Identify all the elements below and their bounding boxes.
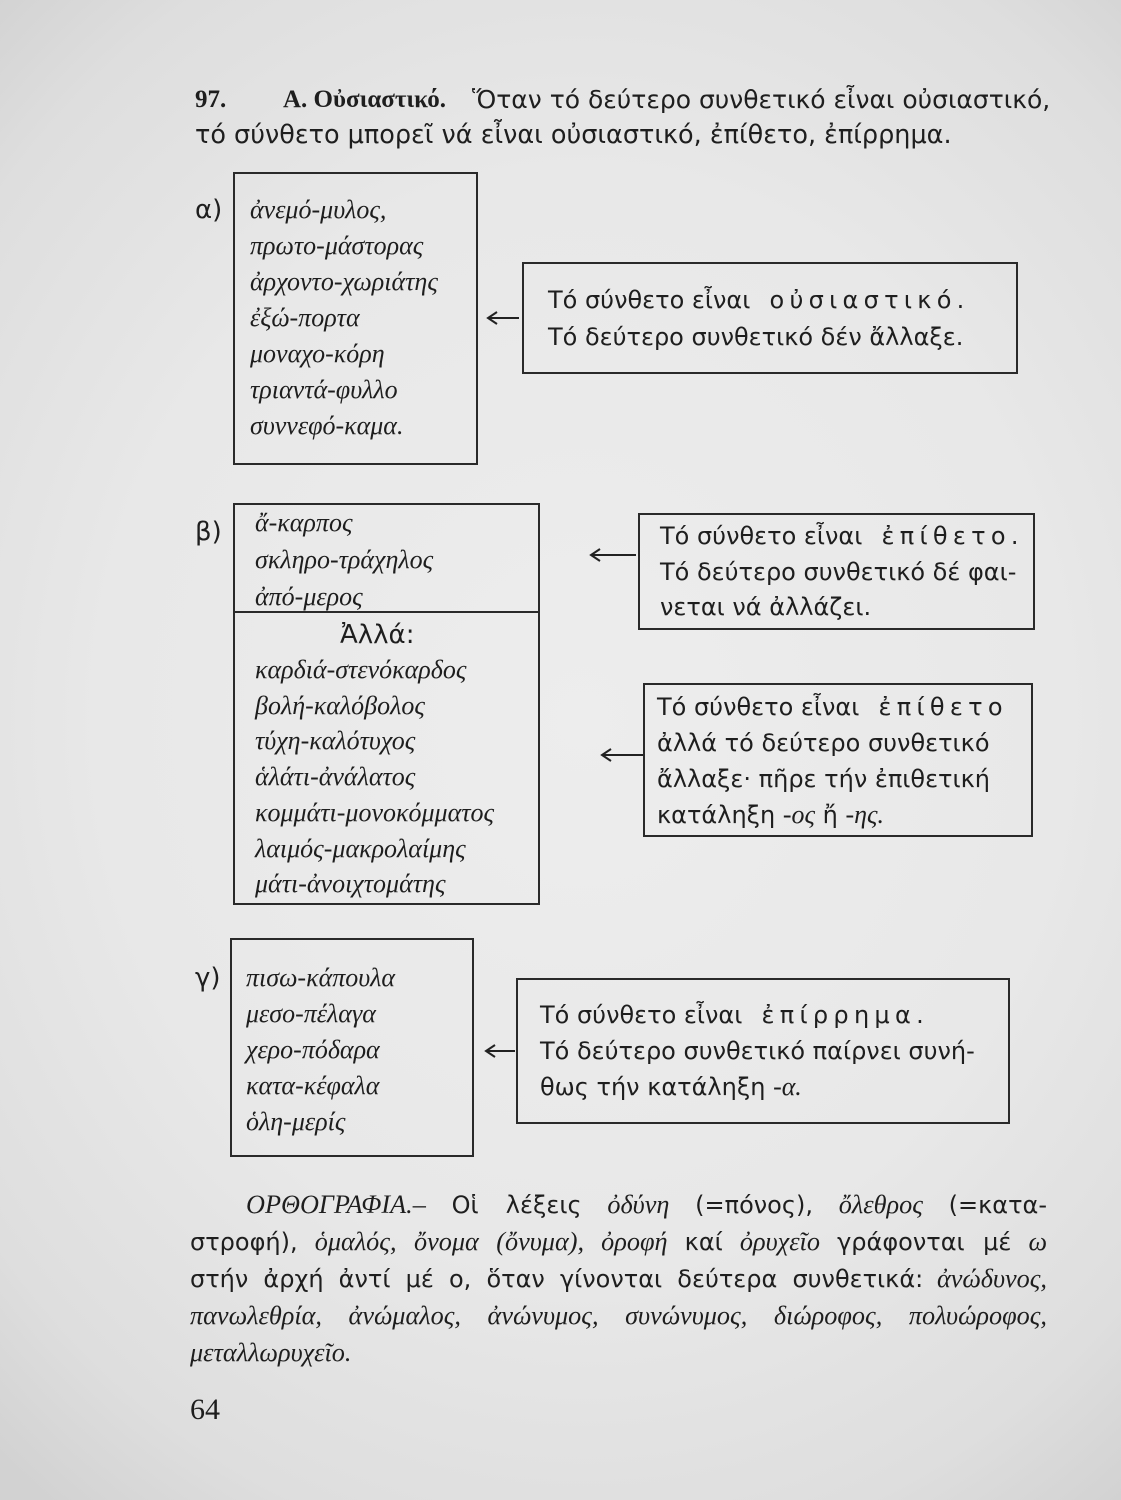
divider bbox=[235, 611, 538, 613]
orthography-title: ΟΡΘΟΓΡΑΦΙΑ.– bbox=[246, 1190, 426, 1219]
compound-word: πισω-κάπουλα bbox=[246, 963, 396, 992]
compound-word: πρωτο-μάστορας bbox=[250, 231, 424, 260]
section-c-word-box bbox=[230, 938, 474, 1157]
rule-text-part: κατάληξη bbox=[657, 801, 776, 829]
orthography-paragraph bbox=[190, 1187, 1047, 1372]
text-segment: Οἱ λέξεις bbox=[451, 1191, 582, 1219]
compound-word: κομμάτι-μονοκόμματος bbox=[255, 797, 495, 827]
section-b-rule-box-changed bbox=[643, 683, 1033, 837]
section-a-word-box bbox=[233, 172, 478, 465]
rule-text-part: ἤ bbox=[822, 801, 838, 829]
rule-text bbox=[548, 282, 1010, 356]
ending-suffix: -ης. bbox=[845, 800, 884, 829]
compound-word: σκληρο-τράχηλος bbox=[255, 545, 434, 574]
rule-line: Τό δεύτερο συνθετικό παίρνει συνή- bbox=[540, 1037, 975, 1065]
rule-emphasis: ἐπίθετο bbox=[878, 693, 1008, 721]
compound-word: μεσο-πέλαγα bbox=[246, 999, 376, 1028]
compound-word: καρδιά-στενόκαρδος bbox=[255, 655, 467, 684]
word-list-changed bbox=[255, 652, 534, 902]
word-list-unchanged bbox=[255, 504, 534, 615]
word-list bbox=[250, 192, 472, 444]
section-c-rule-box bbox=[516, 978, 1010, 1124]
left-arrow-icon bbox=[589, 545, 637, 565]
example-word: πανωλεθρία, ἀνώμαλος, ἀνώνυμος, συνώνυμος, διώροφος, πολυώροφος, bbox=[190, 1301, 1047, 1330]
example-word: μεταλλωρυχεῖο. bbox=[190, 1338, 352, 1367]
orthography-line bbox=[190, 1187, 1047, 1224]
example-word: ὀροφή bbox=[601, 1227, 668, 1256]
example-word: ὀδύνη bbox=[607, 1190, 670, 1219]
example-word: ἀνώδυνος, bbox=[937, 1264, 1047, 1293]
intro-text: Ὅταν τό δεύτερο συνθετικό εἶναι οὐσιαστικό, bbox=[472, 85, 1051, 114]
rule-line bbox=[548, 282, 1010, 319]
rule-line: νεται νά ἀλλάζει. bbox=[660, 593, 872, 621]
rule-lead: Τό σύνθετο εἶναι bbox=[660, 522, 863, 550]
ending-suffix: -ος bbox=[782, 800, 815, 829]
section-c-label: γ) bbox=[195, 963, 221, 993]
rule-line bbox=[657, 797, 1027, 833]
orthography-line bbox=[190, 1224, 1047, 1261]
rule-lead: Τό σύνθετο εἶναι bbox=[540, 1001, 743, 1029]
example-word: ω bbox=[1028, 1227, 1048, 1256]
compound-word: κατα-κέφαλα bbox=[246, 1071, 380, 1100]
example-word: ὁμαλός, ὄνομα (ὄνυμα), bbox=[314, 1227, 585, 1256]
rule-lead: Τό σύνθετο εἶναι bbox=[657, 693, 860, 721]
rule-line bbox=[660, 519, 1029, 555]
rule-line bbox=[540, 997, 1002, 1033]
compound-word: ἀπό-μερος bbox=[255, 582, 363, 611]
rule-line bbox=[657, 689, 1027, 725]
compound-word: συννεφό-καμα. bbox=[250, 411, 404, 440]
section-a-rule-box bbox=[522, 262, 1018, 374]
compound-word: ἀρχοντο-χωριάτης bbox=[250, 267, 438, 296]
orthography-line bbox=[190, 1261, 1047, 1298]
compound-word: ἀνεμό-μυλος, bbox=[250, 195, 387, 224]
compound-word: τύχη-καλότυχος bbox=[255, 726, 416, 756]
compound-word: χερο-πόδαρα bbox=[246, 1035, 380, 1064]
section-b-word-box bbox=[233, 503, 540, 905]
rule-lead: Τό σύνθετο εἶναι bbox=[548, 286, 751, 314]
word-list bbox=[246, 960, 468, 1140]
text-segment: (=πόνος), bbox=[695, 1191, 813, 1219]
intro-text-continued: τό σύνθετο μπορεῖ νά εἶναι οὐσιαστικό, ἐπίθετο, ἐπίρρημα. bbox=[195, 120, 952, 150]
text-segment: (=κατα- bbox=[948, 1191, 1047, 1219]
page-number: 64 bbox=[190, 1393, 220, 1426]
text-segment: στήν ἀρχή ἀντί μέ ο, ὅταν γίνονται δεύτερα συνθετικά: bbox=[190, 1265, 924, 1293]
left-arrow-icon bbox=[484, 1041, 516, 1061]
orthography-line bbox=[190, 1335, 1047, 1372]
rule-text bbox=[660, 519, 1029, 626]
compound-word: τριαντά-φυλλο bbox=[250, 375, 398, 404]
left-arrow-icon bbox=[486, 308, 520, 328]
text-segment: καί bbox=[684, 1228, 723, 1256]
compound-word: ἁλάτι-ἀνάλατος bbox=[255, 762, 416, 792]
text-segment: στροφή), bbox=[190, 1228, 298, 1256]
compound-word: ἄ-καρπος bbox=[255, 508, 353, 537]
rule-line bbox=[540, 1069, 1002, 1105]
rule-line: Τό δεύτερο συνθετικό δέ φαι- bbox=[660, 557, 1017, 586]
rule-emphasis: οὐσιαστικό. bbox=[769, 286, 970, 314]
section-b-label: β) bbox=[195, 517, 222, 547]
rule-line: Τό δεύτερο συνθετικό δέν ἄλλαξε. bbox=[548, 323, 964, 351]
example-word: ὀρυχεῖο bbox=[739, 1227, 820, 1256]
example-word: ὄλεθρος bbox=[838, 1190, 923, 1219]
rule-emphasis: ἐπίθετο. bbox=[881, 522, 1024, 550]
ending-suffix: -α. bbox=[773, 1072, 802, 1101]
compound-word: μοναχο-κόρη bbox=[250, 339, 385, 368]
rule-text bbox=[540, 997, 1002, 1105]
rule-text-part: θως τήν κατάληξη bbox=[540, 1073, 766, 1101]
but-label: Ἀλλά: bbox=[340, 620, 415, 650]
exercise-number: 97. bbox=[195, 86, 227, 113]
compound-word: ὁλη-μερίς bbox=[246, 1107, 346, 1136]
section-b-rule-box-unchanged bbox=[638, 513, 1035, 630]
text-segment: γράφονται μέ bbox=[837, 1228, 1012, 1256]
rule-emphasis: ἐπίρρημα. bbox=[761, 1001, 929, 1029]
compound-word: λαιμός-μακρολαίμης bbox=[255, 833, 466, 863]
rule-line: ἀλλά τό δεύτερο συνθετικό bbox=[657, 729, 990, 757]
rule-line: ἄλλαξε· πῆρε τήν ἐπιθετική bbox=[657, 765, 990, 793]
section-a-label: α) bbox=[195, 195, 223, 225]
compound-word: βολή-καλόβολος bbox=[255, 690, 425, 720]
left-arrow-icon bbox=[600, 745, 644, 765]
compound-word: ἐξώ-πορτα bbox=[250, 303, 360, 332]
orthography-line bbox=[190, 1298, 1047, 1335]
compound-word: μάτι-ἀνοιχτομάτης bbox=[255, 869, 446, 899]
rule-text bbox=[657, 689, 1027, 833]
section-heading: Α. Οὐσιαστικό. bbox=[283, 86, 447, 113]
